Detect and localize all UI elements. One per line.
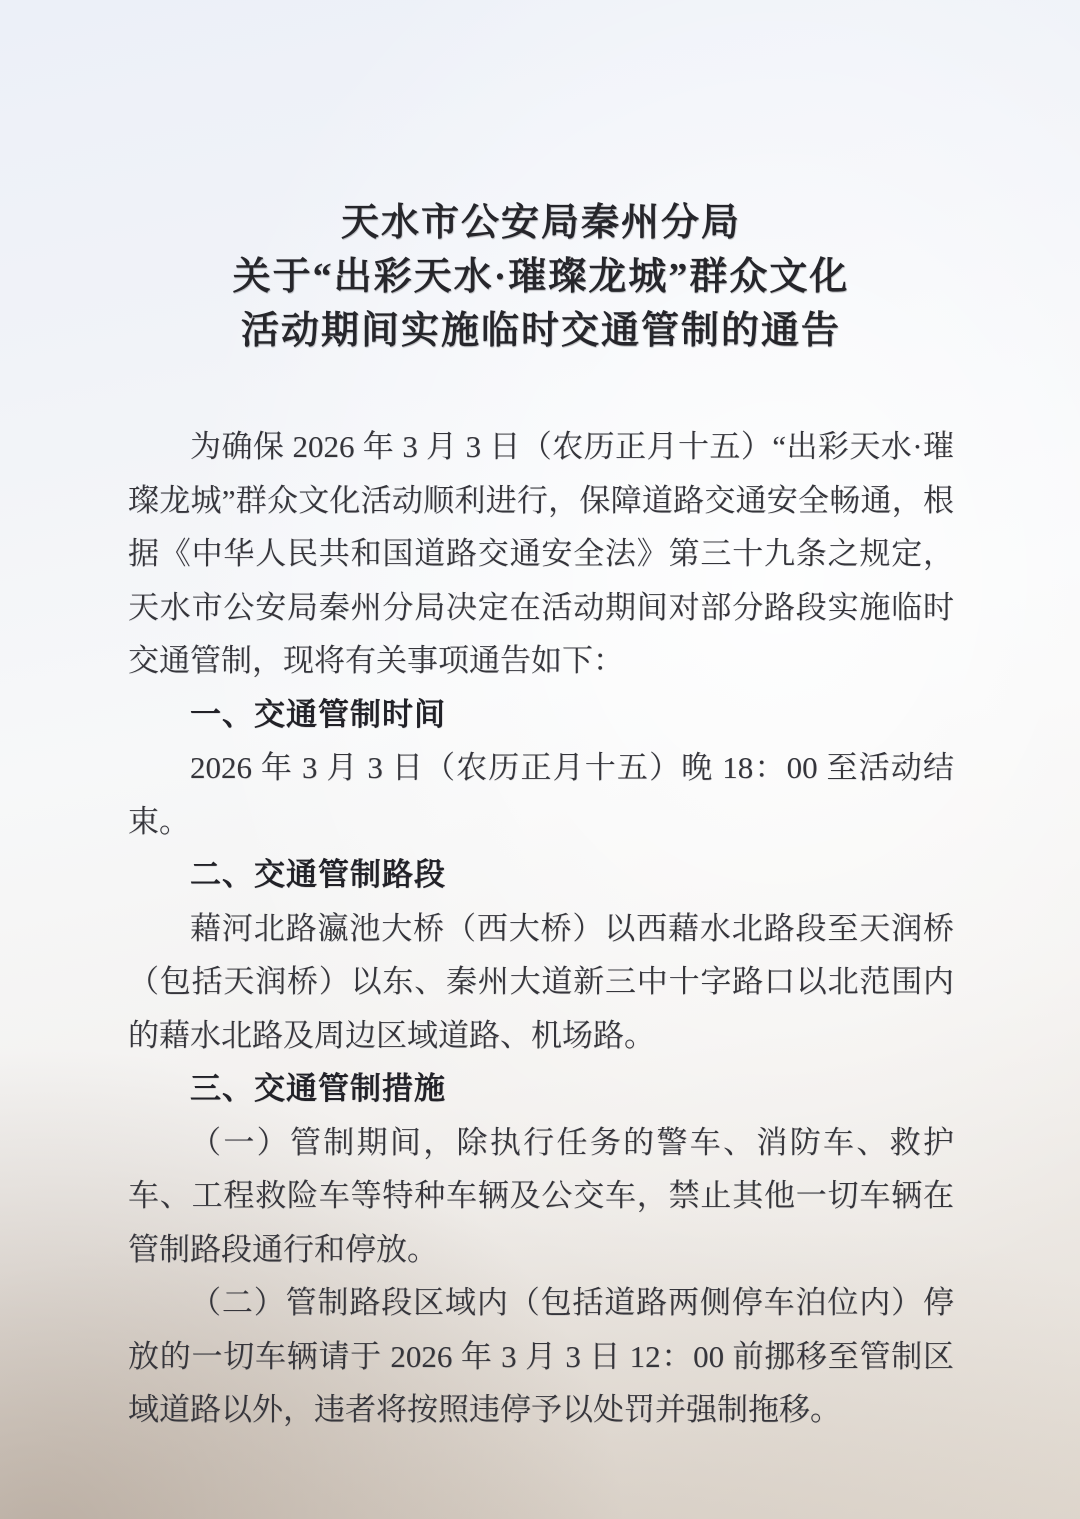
heading-control-measures: 三、交通管制措施 bbox=[190, 1071, 446, 1106]
notice-page bbox=[128, 196, 954, 1437]
title-line-agency: 天水市公安局秦州分局 bbox=[340, 202, 741, 244]
paragraph-control-roads: 藉河北路瀛池大桥（西大桥）以西藉水北路段至天润桥（包括天润桥）以东、秦州大道新三中十字路口以北范围内的藉水北路及周边区域道路、机场路。 bbox=[128, 910, 954, 1053]
heading-control-time: 一、交通管制时间 bbox=[190, 696, 446, 732]
title-line-subject: 关于“出彩天水·璀璨龙城”群众文化 bbox=[232, 256, 850, 298]
title-line-type: 活动期间实施临时交通管制的通告 bbox=[240, 310, 841, 352]
notice-title bbox=[128, 196, 954, 358]
paragraph-measure-1: （一）管制期间，除执行任务的警车、消防车、救护车、工程救险车等特种车辆及公交车，禁止其他一切车辆在管制路段通行和停放。 bbox=[128, 1124, 954, 1267]
paragraph-intro: 为确保 2026 年 3 月 3 日（农历正月十五）“出彩天水·璀璨龙城”群众文化活动顺利进行，保障道路交通安全畅通，根据《中华人民共和国道路交通安全法》第三十九条之规定，天水市公安局秦州分局决定在活动期间对部分路段实施临时交通管制，现将有关事项通告如下： bbox=[128, 429, 954, 678]
paragraph-control-time: 2026 年 3 月 3 日（农历正月十五）晚 18：00 至活动结束。 bbox=[128, 750, 954, 839]
heading-control-roads: 二、交通管制路段 bbox=[190, 857, 446, 892]
notice-body bbox=[128, 420, 954, 1437]
paragraph-measure-2: （二）管制路段区域内（包括道路两侧停车泊位内）停放的一切车辆请于 2026 年 3 月 3 日 12：00 前挪移至管制区域道路以外，违者将按照违停予以处罚并强制拖移。 bbox=[128, 1285, 954, 1427]
